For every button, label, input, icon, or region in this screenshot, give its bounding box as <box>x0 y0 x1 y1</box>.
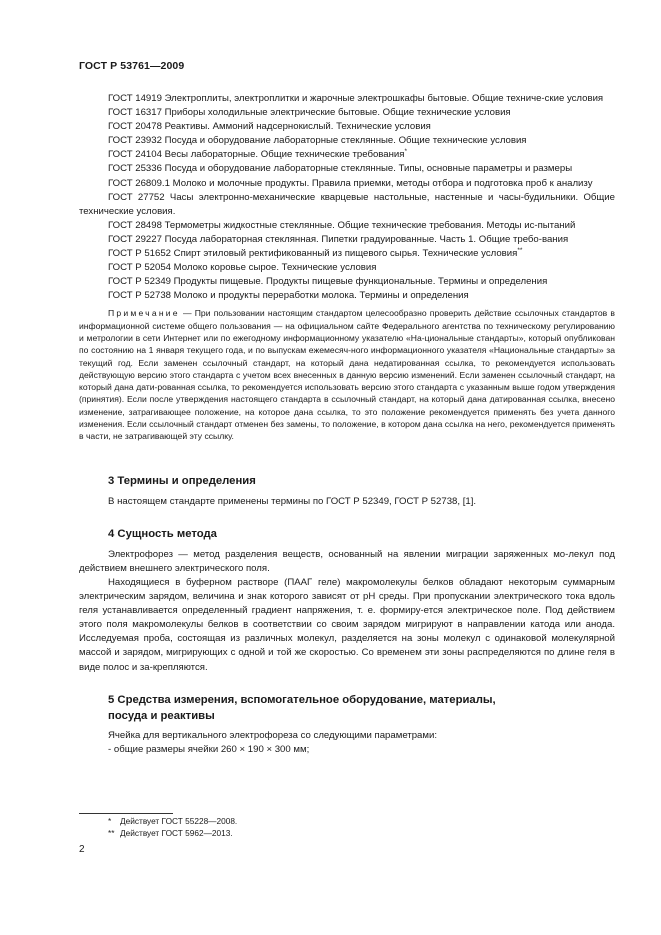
document-body <box>79 92 615 757</box>
note-label: Примечание <box>108 308 180 319</box>
page-header: ГОСТ Р 53761—2009 <box>79 60 185 72</box>
reference-item: ГОСТ Р 51652 Спирт этиловый ректификованный из пищевого сырья. Технические условия** <box>108 247 523 260</box>
section-4-paragraph: Находящиеся в буферном растворе (ПААГ геле) макромолекулы белков обладают некоторым суммарным электрическим зарядом, величина и знак которого зависят от pH среды. При пропускании электрического тока вдоль геля устанавливается определенный градиент напряжения, т. е. формиру-ется электрическое поле. Под действием этого поля макромолекулы белков в соответствии со своим зарядом мигрируют в направлении катода или анода. Исследуемая проба, состоящая из различных молекул, разделяется на зоны молекул с одинаковой молекулярной массой и зарядом, мигрирующих с одной и той же скоростью. Со временем эти зоны распределяются по длине геля в виде полос и за-крепляются. <box>79 576 615 673</box>
page-number: 2 <box>79 844 85 855</box>
reference-item: ГОСТ Р 52349 Продукты пищевые. Продукты пищевые функциональные. Термины и определения <box>108 276 548 288</box>
footnotes <box>79 816 615 840</box>
reference-item: ГОСТ 24104 Весы лабораторные. Общие технические требования* <box>108 148 407 161</box>
section-5-list-item: - общие размеры ячейки 260 × 190 × 300 мм; <box>108 743 310 755</box>
reference-item: ГОСТ 27752 Часы электронно-механические кварцевые настольные, настенные и часы-будильники. Общие технические условия. <box>79 191 615 217</box>
footnote-divider <box>79 813 173 814</box>
note-text: — При пользовании настоящим стандартом целесообразно проверить действие ссылочных стандартов в информационной системе общего пользования — на официальном сайте Федерального агентства по техническому регулированию и метрологии в сети Интернет или по ежегодному информационному указателю «На-циональные стандарты», который опубликован по состоянию на 1 января текущего года, и по выпускам ежемесяч-ного информационного указателя «Национальные стандарты» за текущий год. Если заменен ссылочный стандарт, на который дана недатированная ссылка, то рекомендуется использовать действующую версию этого стандарта с учетом всех внесенных в данную версию изменений. Если заменен ссылочный стандарт, на который дана дати-рованная ссылка, то рекомендуется использовать версию этого стандарта с указанным выше годом утверждения (принятия). Если после утверждения настоящего стандарта в ссылочный стандарт, на который дана датированная ссылка, внесено изменение, затрагивающее положение, на которое дана ссылка, то это положение рекомендуется применять без учета данного изменения. Если ссылочный стандарт отменен без замены, то положение, в котором дана ссылка на него, рекомендуется применять в части, не затрагивающей эту ссылку. <box>79 308 615 442</box>
reference-list <box>79 92 615 303</box>
footnote-marker: * <box>404 148 407 156</box>
section-4-heading: 4 Сущность метода <box>108 527 217 540</box>
reference-item: ГОСТ 26809.1 Молоко и молочные продукты. Правила приемки, методы отбора и подготовка проб к анализу <box>108 177 593 189</box>
reference-item: ГОСТ 16317 Приборы холодильные электрические бытовые. Общие технические условия <box>108 107 511 119</box>
section-5-heading: 5 Средства измерения, вспомогательное оборудование, материалы, посуда и реактивы <box>108 693 496 722</box>
footnote-marker: ** <box>517 247 523 255</box>
footnote: ** Действует ГОСТ 5962—2013. <box>108 827 233 838</box>
reference-item: ГОСТ Р 52738 Молоко и продукты переработки молока. Термины и определения <box>108 290 469 302</box>
reference-item: ГОСТ 20478 Реактивы. Аммоний надсернокислый. Технические условия <box>108 121 431 133</box>
footnote-mark: * <box>108 816 112 826</box>
footnote-mark: ** <box>108 827 115 838</box>
reference-item: ГОСТ 28498 Термометры жидкостные стеклянные. Общие технические требования. Методы ис-пытаний <box>108 219 576 231</box>
section-4-paragraph: Электрофорез — метод разделения веществ, основанный на явлении миграции заряженных мо-лекул под действием внешнего электрического поля. <box>79 548 615 574</box>
section-5-paragraph: Ячейка для вертикального электрофореза со следующими параметрами: <box>108 729 438 741</box>
section-3-heading: 3 Термины и определения <box>108 474 256 487</box>
reference-item: ГОСТ 25336 Посуда и оборудование лабораторные стеклянные. Типы, основные параметры и размеры <box>108 163 573 175</box>
reference-item: ГОСТ 29227 Посуда лабораторная стеклянная. Пипетки градуированные. Часть 1. Общие требо-вания <box>108 233 569 245</box>
section-3-text: В настоящем стандарте применены термины по ГОСТ Р 52349, ГОСТ Р 52738, [1]. <box>108 495 477 507</box>
note <box>79 307 615 442</box>
reference-item: ГОСТ Р 52054 Молоко коровье сырое. Технические условия <box>108 262 377 274</box>
reference-item: ГОСТ 14919 Электроплиты, электроплитки и жарочные электрошкафы бытовые. Общие техниче-ские условия <box>108 93 604 104</box>
footnote: * Действует ГОСТ 55228—2008. <box>108 816 238 826</box>
reference-item: ГОСТ 23932 Посуда и оборудование лабораторные стеклянные. Общие технические условия <box>108 135 527 147</box>
